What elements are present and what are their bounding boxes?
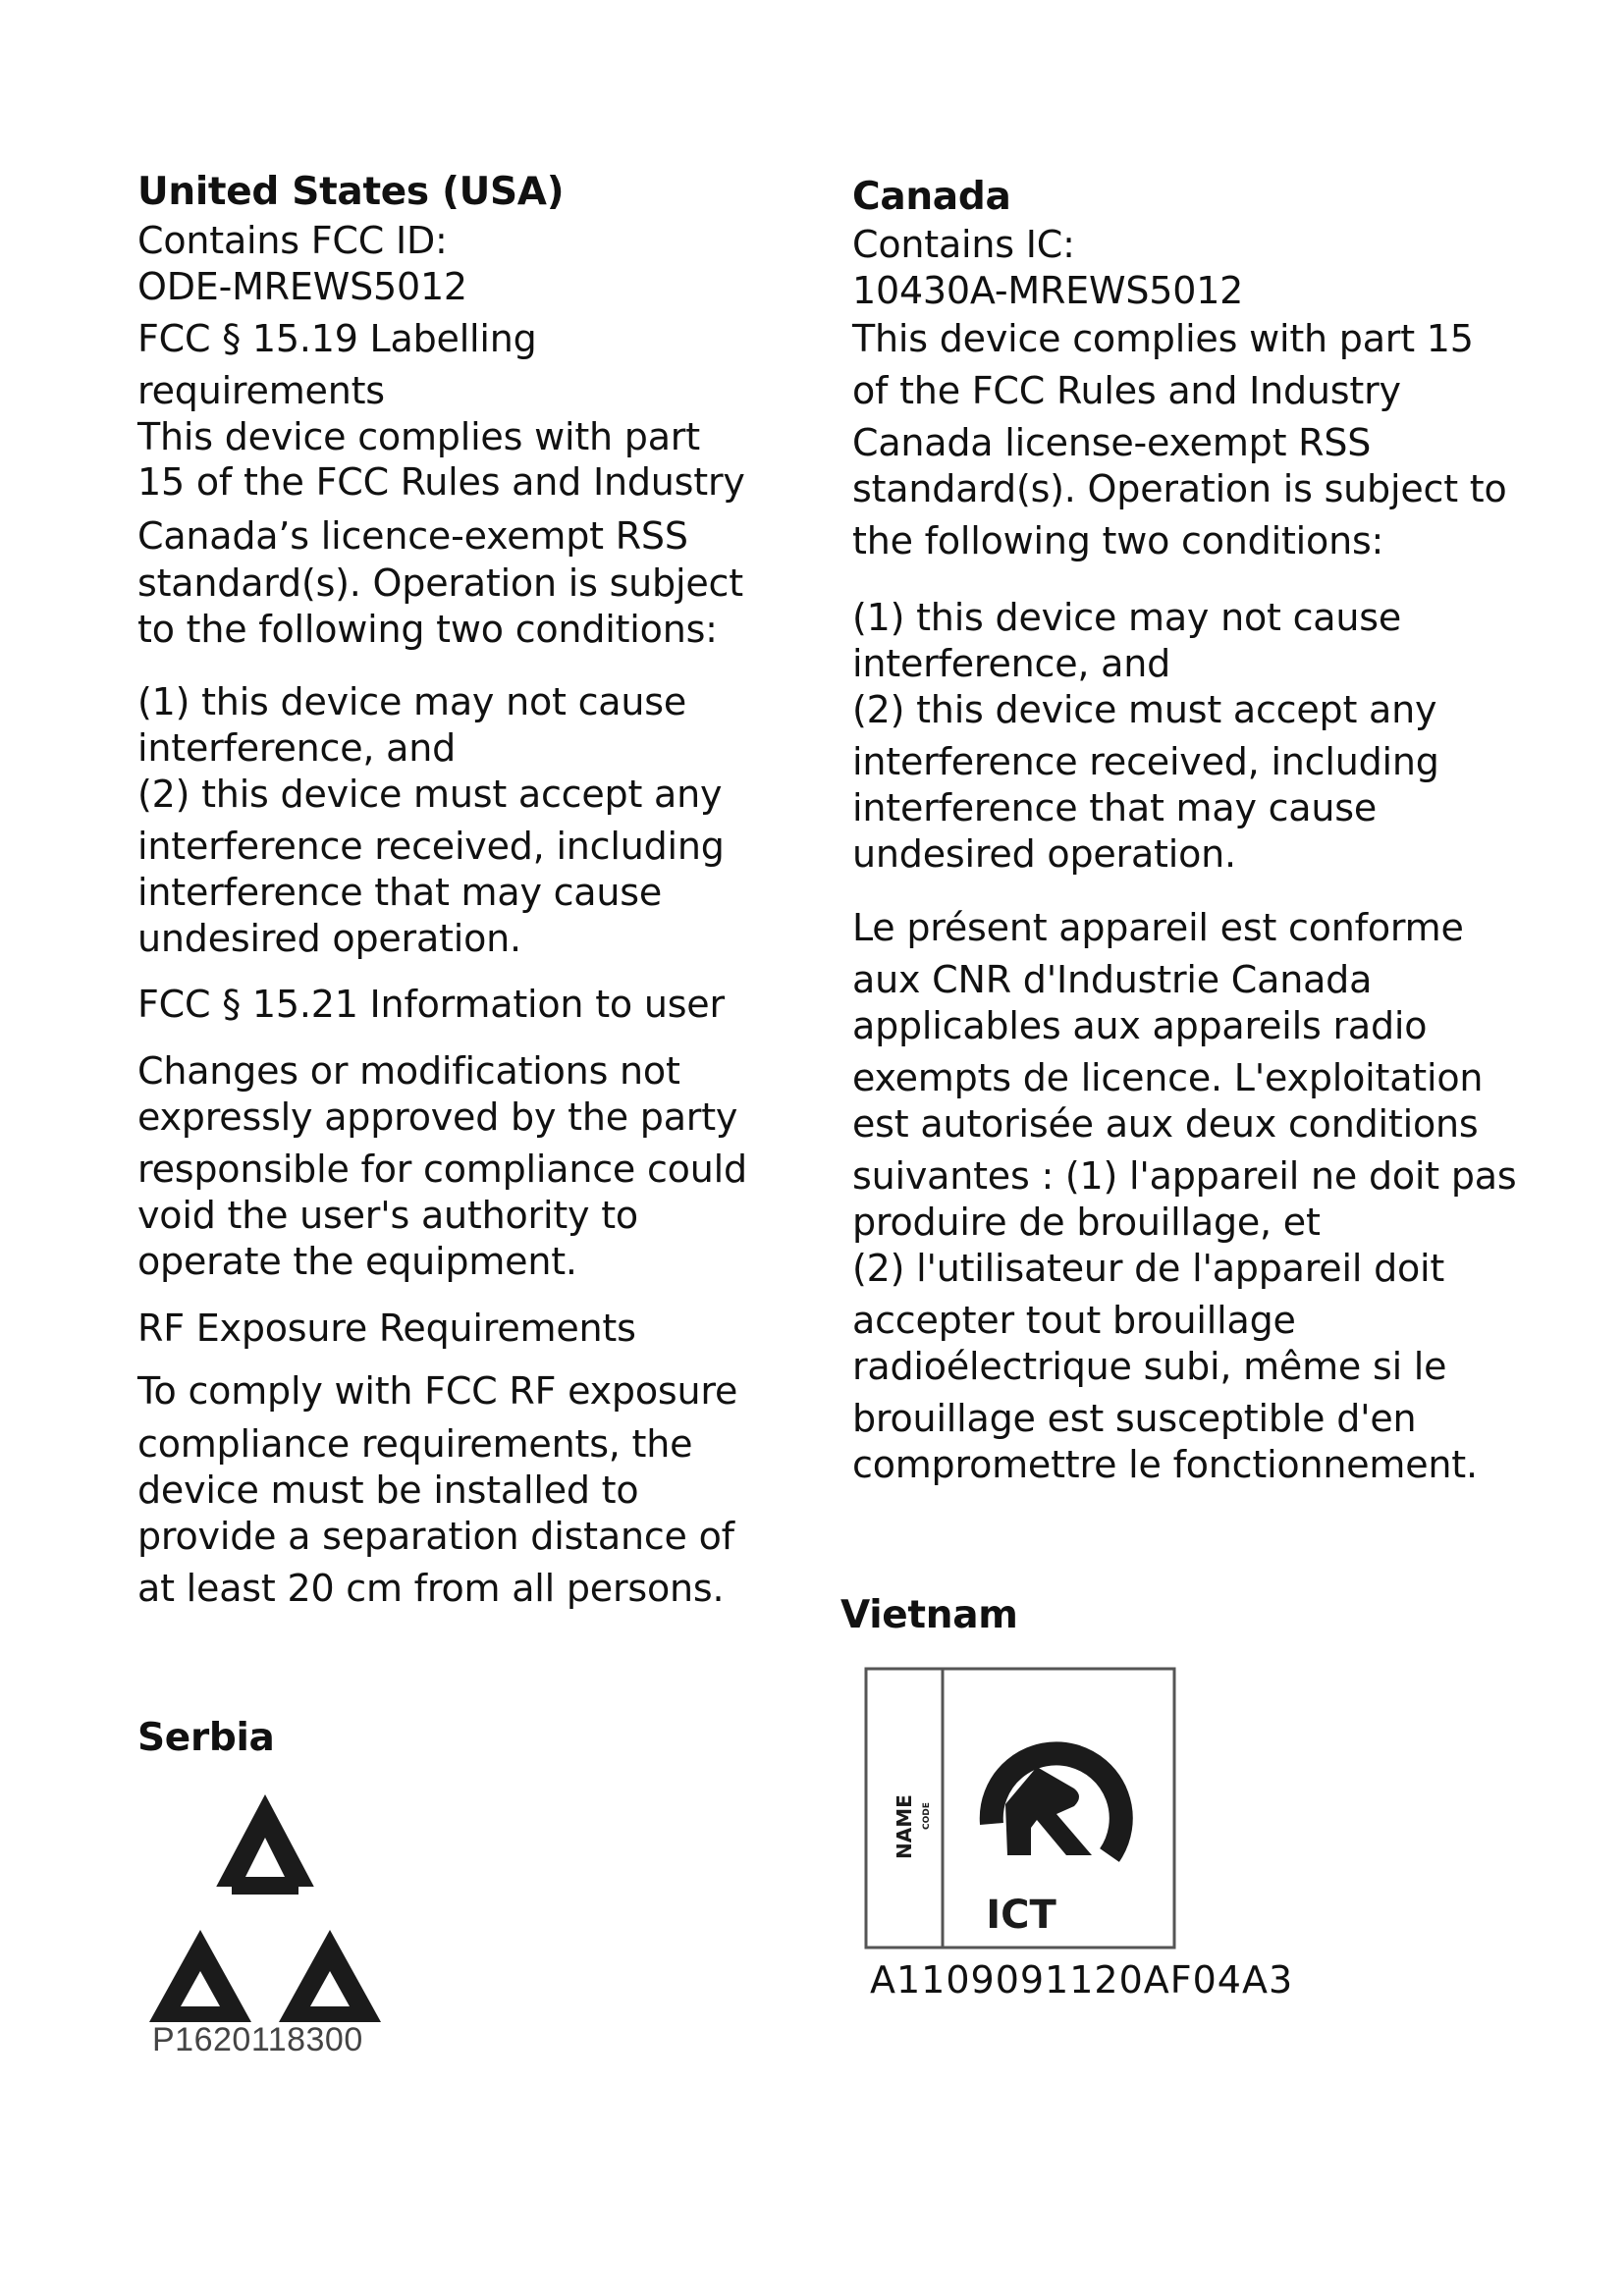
canada-line: (2) this device must accept any (852, 688, 1437, 731)
canada-ic-id: 10430A-MREWS5012 (852, 269, 1244, 312)
usa-line: (2) this device must accept any (137, 773, 723, 816)
usa-line: Canada’s licence-exempt RSS (137, 514, 688, 558)
usa-line: provide a separation distance of (137, 1515, 734, 1558)
canada-heading: Canada (852, 175, 1011, 219)
serbia-conformity-mark-icon (137, 1785, 393, 2059)
canada-fr-line: radioélectrique subi, même si le (852, 1345, 1447, 1388)
usa-line: device must be installed to (137, 1468, 639, 1512)
usa-line: This device complies with part (137, 415, 700, 458)
usa-line: interference received, including (137, 825, 725, 868)
canada-line: interference, and (852, 642, 1171, 685)
canada-line: standard(s). Operation is subject to (852, 467, 1507, 510)
canada-fr-line: aux CNR d'Industrie Canada (852, 958, 1373, 1001)
vietnam-heading: Vietnam (840, 1593, 1018, 1637)
usa-line: compliance requirements, the (137, 1422, 693, 1466)
canada-fr-line: (2) l'utilisateur de l'appareil doit (852, 1247, 1445, 1290)
usa-line: operate the equipment. (137, 1240, 577, 1283)
usa-line: FCC § 15.21 Information to user (137, 983, 725, 1026)
canada-line: Contains IC: (852, 223, 1075, 266)
vietnam-cr-ict-mark-icon (864, 1667, 1176, 1949)
canada-line: interference that may cause (852, 786, 1378, 829)
usa-line: void the user's authority to (137, 1194, 638, 1237)
usa-line: interference, and (137, 726, 457, 770)
ict-code-label: CODE (922, 1802, 932, 1830)
usa-line: 15 of the FCC Rules and Industry (137, 460, 745, 504)
usa-line: standard(s). Operation is subject (137, 561, 743, 605)
canada-line: interference received, including (852, 740, 1439, 783)
canada-fr-line: applicables aux appareils radio (852, 1004, 1428, 1047)
canada-fr-line: est autorisée aux deux conditions (852, 1102, 1479, 1146)
vietnam-mark-code: A1109091120AF04A3 (870, 1958, 1294, 2002)
usa-line: FCC § 15.19 Labelling (137, 317, 537, 360)
triangle-bottom-right-icon (279, 1930, 381, 2022)
canada-fr-line: produire de brouillage, et (852, 1201, 1321, 1244)
usa-line: To comply with FCC RF exposure (137, 1369, 738, 1413)
usa-line: RF Exposure Requirements (137, 1307, 636, 1350)
usa-line: undesired operation. (137, 917, 521, 960)
triangle-a-icon (198, 1794, 332, 1900)
canada-fr-line: brouillage est susceptible d'en (852, 1397, 1417, 1440)
usa-heading: United States (USA) (137, 170, 565, 214)
canada-line: the following two conditions: (852, 519, 1384, 562)
canada-fr-line: Le présent appareil est conforme (852, 906, 1464, 949)
usa-line: interference that may cause (137, 871, 663, 914)
canada-line: (1) this device may not cause (852, 596, 1402, 639)
usa-line: Changes or modifications not (137, 1049, 680, 1093)
usa-line: at least 20 cm from all persons. (137, 1567, 725, 1610)
canada-line: undesired operation. (852, 832, 1236, 876)
canada-line: This device complies with part 15 (852, 317, 1474, 360)
serbia-mark-code: P1620118300 (152, 2021, 363, 2058)
ict-label: ICT (986, 1893, 1056, 1938)
serbia-heading: Serbia (137, 1716, 275, 1760)
canada-fr-line: compromettre le fonctionnement. (852, 1443, 1478, 1486)
canada-line: Canada license-exempt RSS (852, 421, 1372, 464)
usa-line: to the following two conditions: (137, 608, 718, 651)
usa-line: responsible for compliance could (137, 1148, 747, 1191)
canada-fr-line: exempts de licence. L'exploitation (852, 1056, 1484, 1099)
usa-line: requirements (137, 369, 385, 412)
usa-line: expressly approved by the party (137, 1095, 738, 1139)
usa-line: Contains FCC ID: (137, 219, 448, 262)
usa-line: (1) this device may not cause (137, 680, 687, 723)
usa-fcc-id: ODE-MREWS5012 (137, 265, 467, 308)
canada-line: of the FCC Rules and Industry (852, 369, 1401, 412)
triangle-bottom-left-icon (149, 1930, 251, 2022)
canada-fr-line: accepter tout brouillage (852, 1299, 1296, 1342)
ict-name-label: NAME (893, 1794, 916, 1859)
canada-fr-line: suivantes : (1) l'appareil ne doit pas (852, 1154, 1517, 1198)
